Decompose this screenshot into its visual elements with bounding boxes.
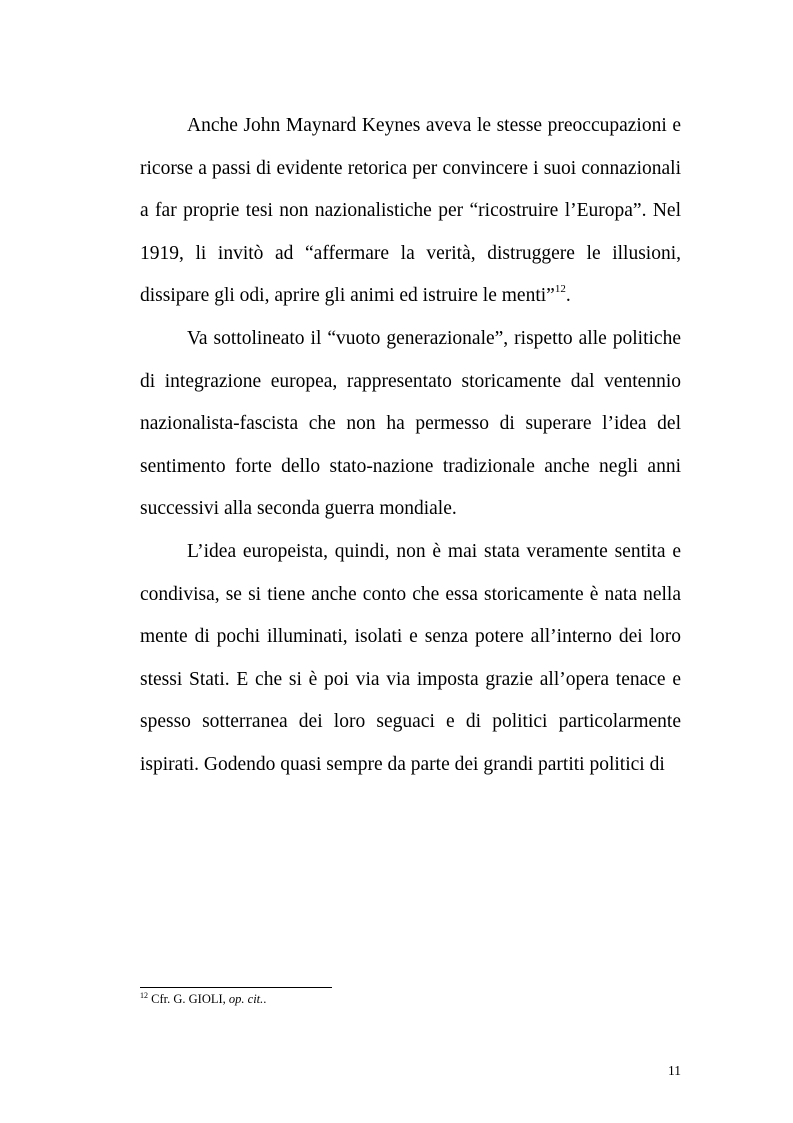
footnote-separator (140, 987, 332, 988)
paragraph-idea-europeista: L’idea europeista, quindi, non è mai stata veramente sentita e condivisa, se si tiene anche conto che essa storicamente è nata nella mente di pochi illuminati, isolati e senza potere all’interno dei loro stessi Stati. E che si è poi via via imposta grazie all’opera tenace e spesso sotterranea dei loro seguaci e di politici particolarmente ispirati. Godendo quasi sempre da parte dei grandi partiti politici di (140, 540, 681, 775)
footnote-reference[interactable]: 12 (554, 283, 566, 296)
paragraph-keynes-end: . (565, 285, 571, 307)
footnote-number: 12 (140, 991, 148, 1000)
footnote-italic: op. cit. (228, 992, 264, 1006)
body-text (140, 105, 681, 787)
paragraph-keynes (140, 105, 681, 318)
paragraph-keynes-text: Anche John Maynard Keynes aveva le stesse preoccupazioni e ricorse a passi di evidente retorica per convincere i suoi connazionali a far proprie tesi non nazionalistiche per “ricostruire l’Europa”. Nel 1919, li invitò ad “affermare la verità, distruggere le illusioni, dissipare gli odi, aprire gli animi ed istruire le menti” (140, 115, 681, 307)
footnote-text: Cfr. G. GIOLI, (151, 992, 226, 1006)
footnote (140, 991, 266, 1007)
footnote-end: . (263, 992, 267, 1006)
paragraph-vuoto-generazionale: Va sottolineato il “vuoto generazionale”, rispetto alle politiche di integrazione europea, rappresentato storicamente dal ventennio nazionalista-fascista che non ha permesso di superare l’idea del sentimento forte dello stato-nazione tradizionale anche negli anni successivi alla seconda guerra mondiale. (140, 327, 681, 520)
page-number: 11 (668, 1063, 681, 1078)
